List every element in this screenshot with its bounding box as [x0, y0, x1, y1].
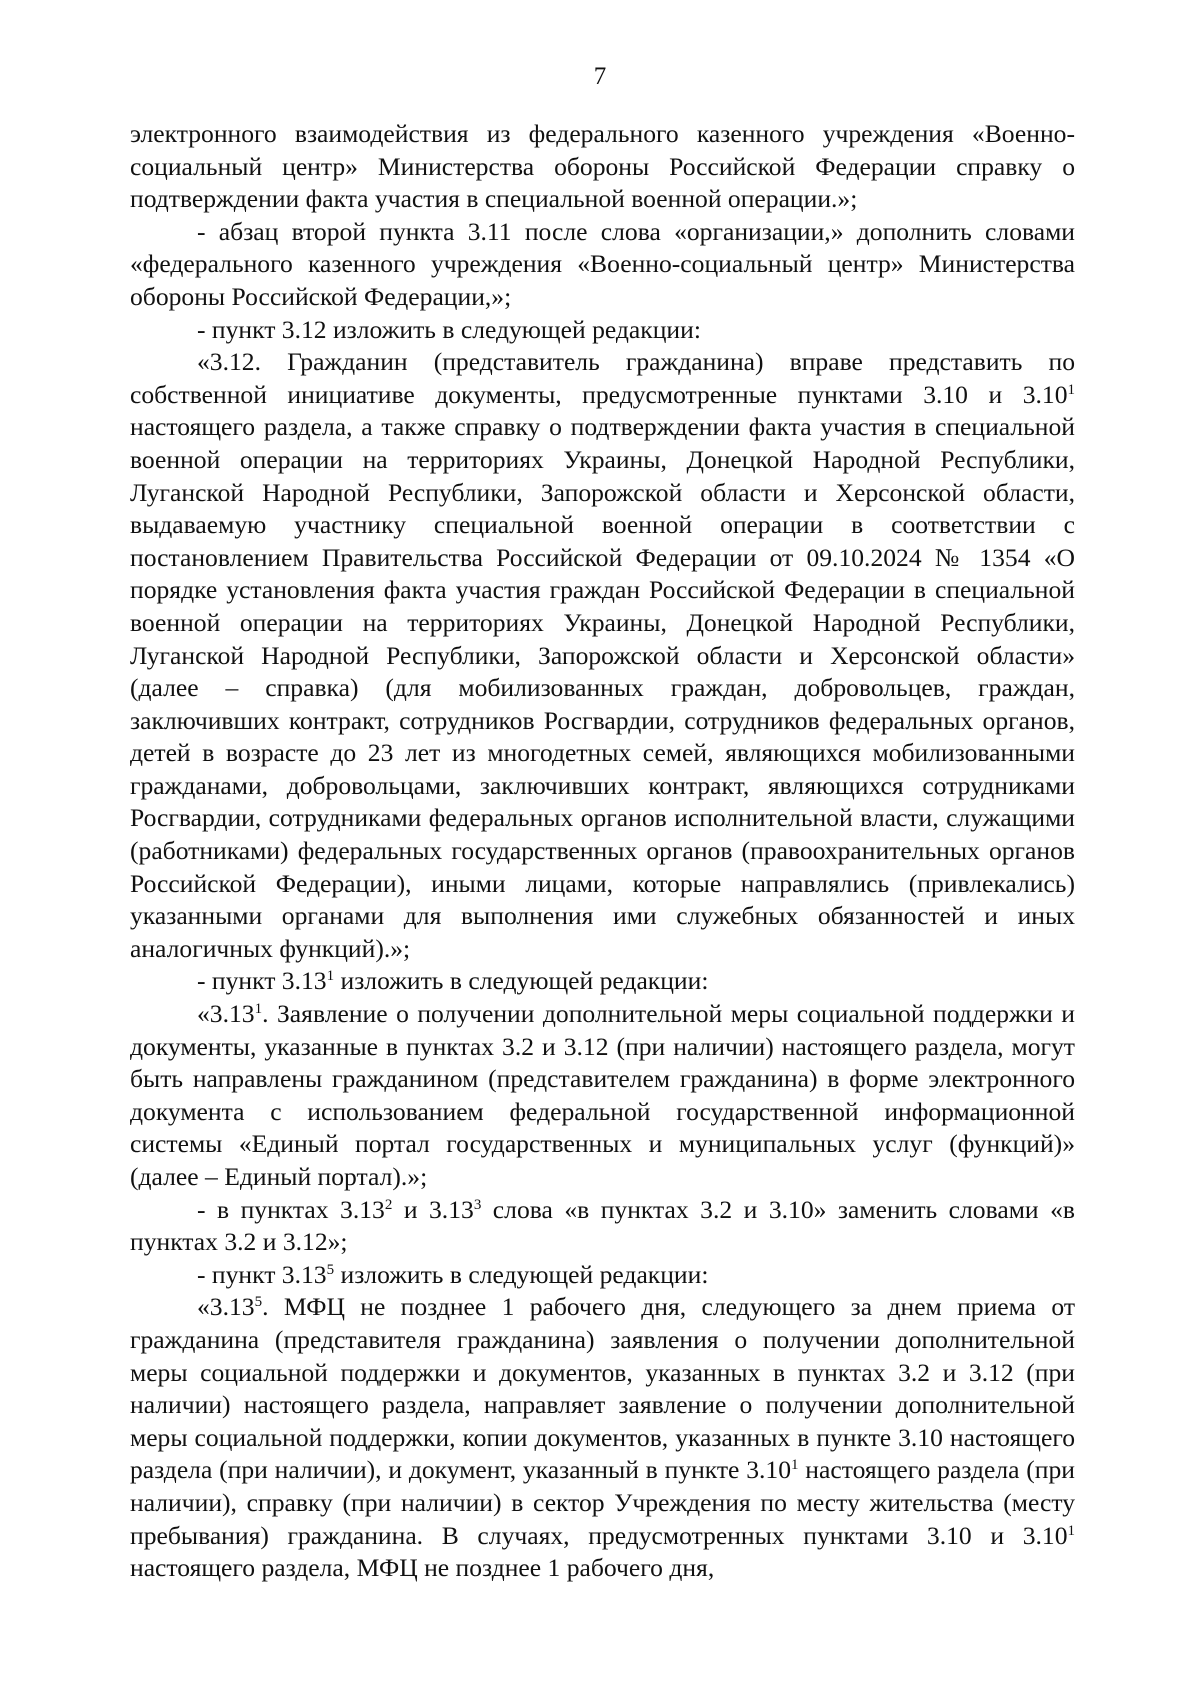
paragraph-text: слова «в пунктах 3.2 и 3.10» заменить словами «в пунктах 3.2 и 3.12»; [130, 1194, 1075, 1257]
paragraph-text: - пункт 3.12 изложить в следующей редакции: [197, 314, 701, 344]
paragraph-text: настоящего раздела, МФЦ не позднее 1 рабочего дня, [130, 1553, 715, 1583]
document-body [130, 118, 1075, 1585]
paragraph-text: - пункт 3.13 [197, 1259, 327, 1289]
paragraph-text: «3.13 [197, 1292, 255, 1322]
superscript-index: 3 [473, 1196, 482, 1213]
superscript-index: 1 [1067, 381, 1075, 398]
superscript-index: 5 [254, 1294, 263, 1311]
paragraph-text: настоящего раздела (при наличии), справку (при наличии) в сектор Учреждения по месту жительства (месту пребывания) гражданина. В случаях, предусмотренных пунктами 3.10 и 3.10 [130, 1455, 1076, 1550]
paragraph-text: «3.12. Гражданин (представитель гражданина) вправе представить по собственной инициативе документы, предусмотренные пунктами 3.10 и 3.10 [130, 347, 1075, 409]
superscript-index: 2 [384, 1196, 393, 1213]
paragraph-p4 [130, 965, 1075, 998]
paragraph-text: настоящего раздела, а также справку о подтверждении факта участия в специальной военной операции на территориях Украины, Донецкой Народной Республики, Луганской Народной Республики, Запорожской области и Херсонской области, выдаваемую участнику специальной военной операции в соответствии с постановлением Правительства Российской Федерации от 09.10.2024 № 1354 «О порядке установления факта участия граждан Российской Федерации в специальной военной операции на территориях Украины, Донецкой Народной Республики, Луганской Народной Республики, Запорожской области и Херсонской области» (далее – справка) (для мобилизованных граждан, добровольцев, граждан, заключивших контракт, сотрудников Росгвардии, сотрудников федеральных органов, детей в возрасте до 23 лет из многодетных семей, являющихся мобилизованными гражданами, добровольцами, заключивших контракт, являющихся сотрудниками Росгвардии, сотрудниками федеральных органов исполнительной власти, служащими (работниками) федеральных государственных органов (правоохранительных органов Российской Федерации), иными лицами, которые направлялись (привлекались) указанными органами для выполнения ими служебных обязанностей и иных аналогичных функций).»; [130, 412, 1075, 963]
paragraph-p1 [130, 216, 1075, 314]
paragraph-p8 [130, 1291, 1075, 1584]
paragraph-p0 [130, 118, 1075, 216]
superscript-index: 1 [326, 968, 335, 985]
paragraph-p6 [130, 1194, 1075, 1259]
paragraph-p2 [130, 314, 1075, 347]
paragraph-text: изложить в следующей редакции: [334, 1259, 709, 1289]
page-number: 7 [593, 63, 607, 90]
superscript-index: 5 [326, 1261, 335, 1278]
paragraph-p3 [130, 346, 1075, 965]
paragraph-p7 [130, 1259, 1075, 1292]
paragraph-text: изложить в следующей редакции: [334, 966, 709, 996]
superscript-index: 1 [791, 1457, 799, 1474]
paragraph-text: электронного взаимодействия из федерального казенного учреждения «Военно-социальный центр» Министерства обороны Российской Федерации справку о подтверждении факта участия в специальной военной операции.»; [130, 119, 1075, 214]
paragraph-text: и 3.13 [392, 1194, 474, 1224]
paragraph-text: . МФЦ не позднее 1 рабочего дня, следующего за днем приема от гражданина (представителя гражданина) заявления о получении дополнительной меры социальной поддержки и документов, указанных в пунктах 3.2 и 3.12 (при наличии) настоящего раздела, направляет заявление о получении дополнительной меры социальной поддержки, копии документов, указанных в пункте 3.10 настоящего раздела (при наличии), и документ, указанный в пункте 3.10 [130, 1292, 1075, 1485]
paragraph-text: - в пунктах 3.13 [197, 1194, 385, 1224]
superscript-index: 1 [254, 1001, 263, 1018]
paragraph-text: . Заявление о получении дополнительной меры социальной поддержки и документы, указанные в пунктах 3.2 и 3.12 (при наличии) настоящего раздела, могут быть направлены гражданином (представителем гражданина) в форме электронного документа с использованием федеральной государственной информационной системы «Единый портал государственных и муниципальных услуг (функций)» (далее – Единый портал).»; [130, 999, 1075, 1191]
superscript-index: 1 [1067, 1522, 1075, 1539]
paragraph-text: - абзац второй пункта 3.11 после слова «организации,» дополнить словами «федерального казенного учреждения «Военно-социальный центр» Министерства обороны Российской Федерации,»; [130, 216, 1075, 311]
paragraph-text: «3.13 [197, 999, 255, 1029]
paragraph-text: - пункт 3.13 [197, 966, 327, 996]
paragraph-p5 [130, 998, 1075, 1194]
